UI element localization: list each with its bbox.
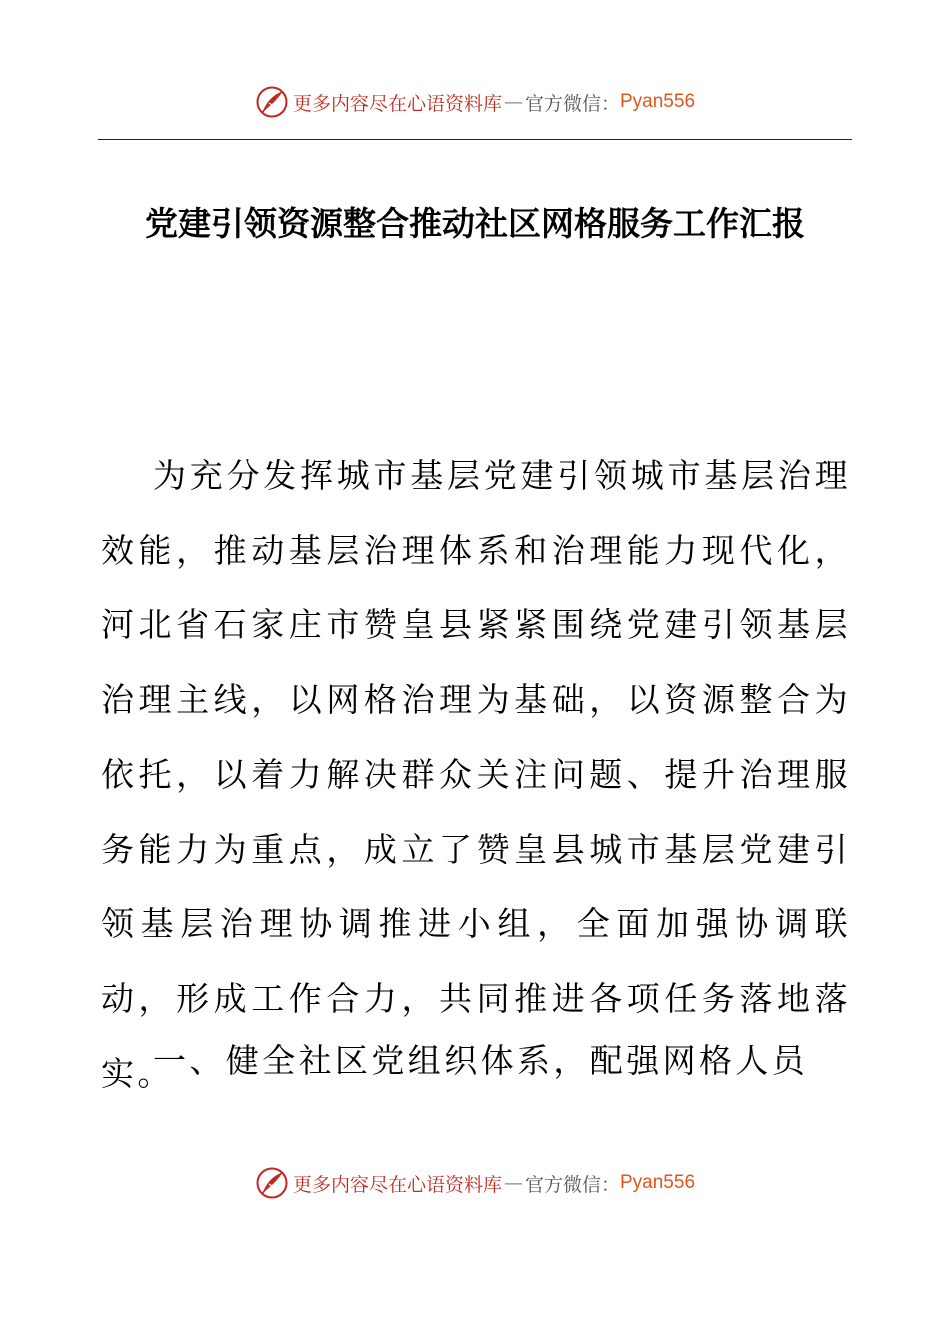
header-banner (0, 82, 950, 122)
banner-dash: — (503, 1172, 523, 1194)
banner-wechat-label: 官方微信： (524, 1173, 620, 1196)
banner-wechat-label: 官方微信： (524, 92, 620, 115)
footer-banner (0, 1163, 950, 1203)
feather-pen-logo-icon (255, 85, 289, 119)
feather-pen-logo-icon (255, 1166, 289, 1200)
banner-text: 更多内容尽在心语资料库 (292, 92, 502, 115)
header-divider (98, 139, 852, 140)
section-heading: 一、健全社区党组织体系，配强网格人员 (153, 1041, 809, 1080)
document-title: 党建引领资源整合推动社区网格服务工作汇报 (145, 204, 805, 243)
banner-wechat-id: Pyan556 (620, 91, 696, 112)
banner-text: 更多内容尽在心语资料库 (292, 1173, 502, 1196)
banner-wechat-id: Pyan556 (620, 1172, 696, 1193)
banner-dash: — (503, 91, 523, 113)
body-paragraph: 为充分发挥城市基层党建引领城市基层治理效能，推动基层治理体系和治理能力现代化，河北省石家庄市赞皇县紧紧围绕党建引领基层治理主线，以网格治理为基础，以资源整合为依托，以着力解决群众关注问题、提升治理服务能力为重点，成立了赞皇县城市基层党建引领基层治理协调推进小组，全面加强协调联动，形成工作合力，共同推进各项任务落地落实。 (101, 456, 851, 1093)
